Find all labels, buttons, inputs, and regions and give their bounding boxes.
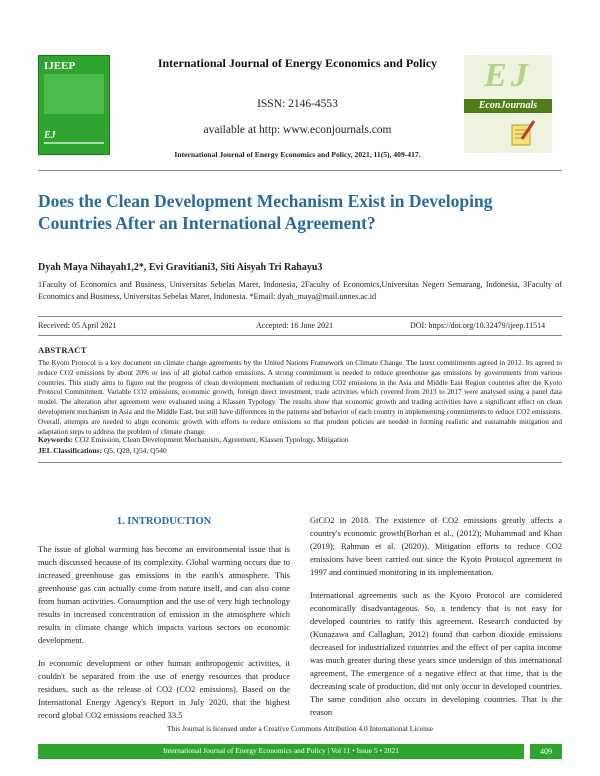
- page-number: 409: [530, 744, 562, 759]
- econjournals-logo: [464, 55, 552, 153]
- journal-cover-thumbnail: [38, 55, 110, 155]
- doi-link[interactable]: DOI: https://doi.org/10.32479/ijeep.11514: [410, 321, 546, 330]
- jel-line: [38, 446, 562, 457]
- section-heading-introduction: 1. INTRODUCTION: [116, 516, 212, 527]
- cover-ej-mark: EJ: [44, 130, 56, 141]
- keywords-line: [38, 435, 562, 446]
- abstract-heading: ABSTRACT: [38, 345, 87, 355]
- author-list: Dyah Maya Nihayah1,2*, Evi Gravitiani3, Siti Aisyah Tri Rahayu3: [38, 262, 323, 273]
- abstract-text: The Kyoto Protocol is a key document on climate change agreements by the United Nations Framework on Climate Change. The latest commitments agreed in 2012. Its agreed to reduce CO2 emissions by about 20% or less of all global carbon emissions. A strong commitment is needed to reduce greenhouse gas emissions by governments from various countries. This study aims to figure out the progress of clean development mechanism of reducing CO2 emissions in the Asia and Middle East Region countries after the Kyoto Protocol Commitment. Variable CO2 emissions, economic growth, foreign direct investment, trade activities which covered from 2013 to 2017 were analysed using a panel data model. The alteration after agreement were evaluated using a Klassen Typology. The results show that economic growth and trading activities have a significant effect on clean development mechanism in Asia and the Middle East, but still have differences in the patterns and behavior of each country in implementing commitments to reduce CO2 emissions. Overall, attempts are needed to align economic growth with efforts to reduce emissions so that prudent policies are needed in forming realistic and sustainable mitigation and adaptation steps to address the problem of climate change.: [38, 359, 562, 436]
- article-dates: [38, 321, 562, 333]
- body-column-left: [38, 543, 290, 732]
- citation-line: International Journal of Energy Economics and Policy, 2021, 11(5), 409-417.: [174, 150, 421, 159]
- keywords-label: Keywords:: [38, 435, 73, 444]
- header-divider: [38, 170, 562, 171]
- metadata-divider-top: [38, 316, 562, 317]
- cover-title: IJEEP: [44, 60, 76, 72]
- pencil-paper-icon: [508, 119, 538, 147]
- paragraph: In economic development or other human anthropogenic activities, it couldn't be separated from the use of energy resources that produce residues, such as the release of CO2 (CO2 emissions). Based on the International Energy Agency's Report in July 2020, that the highest record global CO2 emissions reached 33.5: [38, 658, 290, 720]
- logo-letters: EJ: [484, 57, 532, 94]
- received-date: Received: 05 April 2021: [38, 321, 117, 330]
- paragraph: International agreements such as the Kyoto Protocol are considered economically disadvantageous. So, a tendency that is not easy for developed countries to ratify this agreement. Research conducted by (Kunazawa and Callaghan, 2012) found that carbon dioxide emissions decreased for industrialized countries and the effect of per capita income was much greater during these years since undersign of this international agreement. The emergence of a negative effect at that time, that is the decreasing scale of production, did not only occur in developed countries. The same condition also occurs in developing countries. That is the reason: [310, 590, 562, 717]
- jel-value: Q5, Q28, Q54, Q540: [103, 445, 167, 455]
- affiliations: 1Faculty of Economics and Business, Universitas Sebelas Maret, Indonesia, 2Faculty of Economics,Universitas Negeri Semarang, Indonesia, 3Faculty of Economics and Business, Universitas Sebelas Maret, Indonesia. *Email: dyah_maya@mail.unnes.ac.id: [38, 280, 562, 301]
- keywords-block: [38, 435, 562, 456]
- article-title: Does the Clean Development Mechanism Exist in Developing Countries After an International Agreement?: [38, 191, 493, 233]
- license-notice: This Journal is licensed under a Creative Commons Attribution 4.0 International License: [166, 724, 434, 733]
- issn: ISSN: 2146-4553: [257, 98, 338, 110]
- logo-text: EconJournals: [478, 100, 538, 111]
- cover-divider: [44, 142, 104, 144]
- paragraph: The issue of global warming has become an environmental issue that is much discussed because of its complexity. Global warming occurs due to increased greenhouse gas emissions in the earth's atmosphere. This greenhouse gas can actually come from nature itself, and can also come from human activities. Consumption and the use of very high technology results in increased concentration of emission in the atmosphere which results in climate change which impacts various sectors on economic development.: [38, 544, 290, 645]
- paragraph: GtCO2 in 2018. The existence of CO2 emissions greatly affects a country's economic growth(Borhan et al., (2012); Muhammad and Khan (2019); Rahman et al. (2020)). Mitigation efforts to reduce CO2 emissions have been carried out since the Kyoto Protocol agreement in 1997 and continued monitoring in its implementation.: [310, 515, 562, 577]
- body-column-right: [310, 514, 562, 729]
- accepted-date: Accepted: 16 June 2021: [256, 321, 334, 330]
- footer-journal-line: International Journal of Energy Economics and Policy | Vol 11 • Issue 5 • 2021: [162, 746, 400, 755]
- cover-panel: [44, 74, 104, 114]
- metadata-divider-bottom: [38, 335, 562, 336]
- availability-line: available at http: www.econjournals.com: [203, 124, 392, 136]
- abstract-divider: [38, 462, 562, 463]
- jel-label: JEL Classifications:: [38, 445, 102, 455]
- journal-title: International Journal of Energy Economics and Policy: [157, 56, 438, 70]
- keywords-value: CO2 Emission, Clean Development Mechanism, Agreement, Klassen Typology, Mitigation: [74, 435, 349, 444]
